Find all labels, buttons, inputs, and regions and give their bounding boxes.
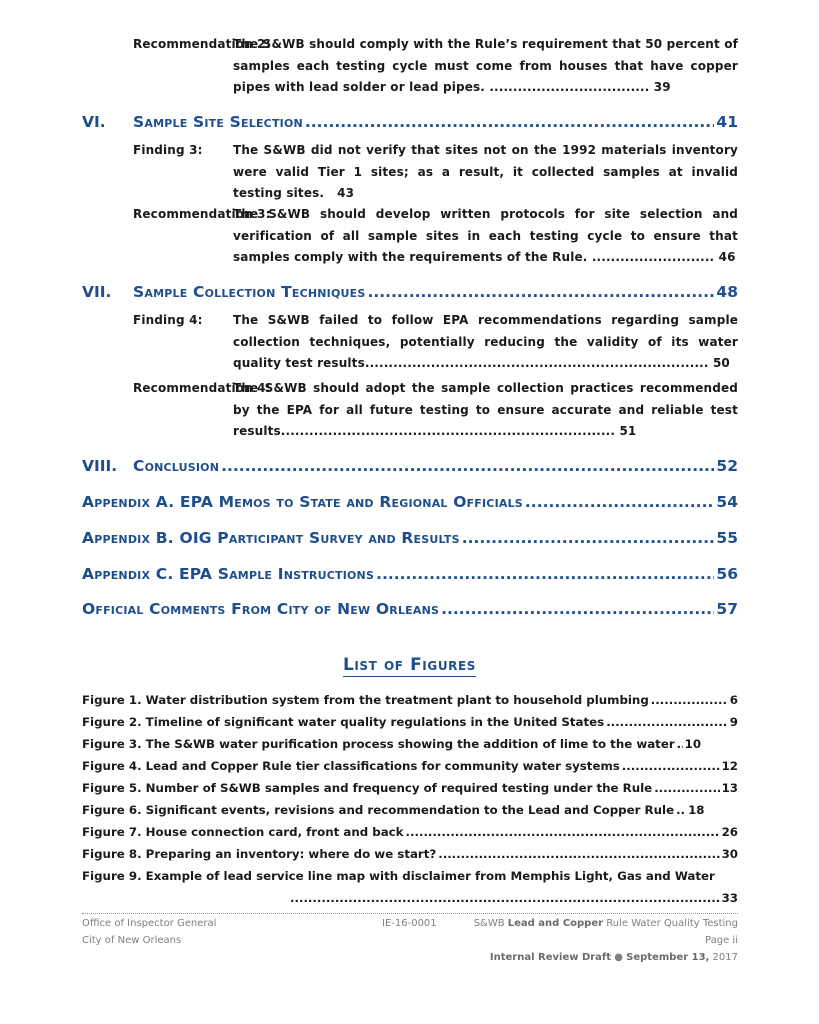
figure-caption: Figure 3. The S&WB water purification process showing the addition of lime to the water	[82, 737, 675, 751]
section-page-number: 41	[716, 113, 738, 131]
section-number: VI.	[82, 113, 106, 131]
footer-page-label: Page ii	[705, 935, 738, 946]
entry-text: The S&WB should develop written protocols for site selection and verification of all sample sites in each testing cycle to ensure that samples comply with the requirements of the Rule.	[233, 207, 738, 264]
dot-leader	[406, 822, 720, 844]
dot-leader	[441, 598, 714, 620]
footer-divider	[82, 913, 738, 914]
dot-leader	[305, 111, 715, 133]
official-comments-page-number: 57	[716, 600, 738, 618]
dot-leader	[221, 455, 714, 477]
appendix-title: Appendix C. EPA Sample Instructions	[82, 565, 375, 583]
footer-draft-year: 2017	[709, 952, 738, 963]
dot-leader	[376, 563, 714, 585]
figure-page-number: 33	[721, 890, 738, 905]
entry-label: Finding 3:	[133, 143, 203, 157]
footer-report-id: IE-16-0001	[382, 918, 437, 929]
figure-page-number: 10	[684, 737, 702, 751]
figure-list-item[interactable]	[82, 712, 738, 734]
footer-report-title-suffix: Rule Water Quality Testing	[603, 918, 738, 929]
figure-page-number: 26	[721, 825, 738, 839]
entry-text: The S&WB did not verify that sites not on the 1992 materials inventory were valid Tier 1 sites; as a result, it collected samples at invalid testing sites.	[233, 143, 738, 200]
section-page-number: 48	[716, 283, 738, 301]
figure-page-number: 9	[729, 715, 738, 729]
figure-caption: Figure 8. Preparing an inventory: where do we start?	[82, 847, 437, 861]
entry-page-number: 43	[337, 186, 355, 200]
dot-leader	[622, 756, 720, 778]
list-of-figures-heading	[0, 655, 819, 675]
figure-caption: Figure 5. Number of S&WB samples and frequency of required testing under the Rule	[82, 781, 653, 795]
footer-report-title-bold: Lead and Copper	[507, 918, 604, 929]
toc-finding-4[interactable]: Finding 4: The S&WB failed to follow EPA recommendations regarding sample collection techniques, potentially reducing the validity of its water quality test results......................................................................... 50	[133, 310, 738, 375]
footer-draft-label: Internal Review Draft	[489, 952, 612, 963]
footer-org-line-2: City of New Orleans	[82, 935, 182, 946]
figure-caption: Figure 6. Significant events, revisions and recommendation to the Lead and Copper Rule	[82, 803, 675, 817]
appendix-page-number: 54	[716, 493, 738, 511]
figure-list-item[interactable]	[82, 800, 738, 822]
figure-page-number: 30	[721, 847, 738, 861]
toc-section-viii[interactable]	[82, 455, 738, 477]
entry-text: The S&WB should comply with the Rule’s requirement that 50 percent of samples each testing cycle must come from houses that have copper pipes with lead solder or lead pipes.	[233, 37, 738, 94]
entry-text: The S&WB failed to follow EPA recommendations regarding sample collection techniques, potentially reducing the validity of its water quality test results.	[233, 313, 738, 370]
toc-section-vii[interactable]	[82, 281, 738, 303]
toc-section-vi[interactable]	[82, 111, 738, 133]
list-of-figures-title-text: List of Figures	[342, 655, 477, 675]
appendix-page-number: 55	[716, 529, 738, 547]
footer-org-line-1: Office of Inspector General	[82, 918, 217, 929]
footer-draft-separator: ●	[611, 952, 627, 963]
dot-leader	[676, 800, 686, 822]
figure-page-number: 18	[688, 803, 705, 817]
figure-list-item[interactable]	[82, 822, 738, 844]
toc-official-comments[interactable]	[82, 598, 738, 620]
dot-leader	[290, 888, 720, 910]
toc-appendix-b[interactable]	[82, 527, 738, 549]
figure-caption: Figure 9. Example of lead service line map with disclaimer from Memphis Light, Gas and Water	[82, 869, 715, 883]
figure-caption: Figure 2. Timeline of significant water quality regulations in the United States	[82, 715, 605, 729]
toc-recommendation-2[interactable]: Recommendation 2: The S&WB should comply with the Rule’s requirement that 50 percent of samples each testing cycle must come from houses that have copper pipes with lead solder or lead pipes. .................................. 39	[133, 34, 738, 99]
section-page-number: 52	[716, 457, 738, 475]
appendix-title: Appendix B. OIG Participant Survey and Results	[82, 529, 460, 547]
figure-page-number: 13	[721, 781, 738, 795]
footer-draft-line	[490, 952, 738, 963]
entry-page-number: 39	[653, 80, 671, 94]
dot-leader	[654, 778, 719, 800]
dot-leader	[438, 844, 719, 866]
figure-list-item[interactable]	[82, 756, 738, 778]
section-title: Conclusion	[133, 457, 220, 475]
section-number: VII.	[82, 283, 112, 301]
footer-report-title	[474, 918, 738, 929]
official-comments-title: Official Comments From City of New Orleans	[82, 600, 440, 618]
section-number: VIII.	[82, 457, 118, 475]
figure-list-item[interactable]	[82, 778, 738, 800]
figure-list-item[interactable]	[82, 844, 738, 866]
toc-appendix-a[interactable]	[82, 491, 738, 513]
toc-recommendation-3[interactable]: Recommendation 3: The S&WB should develop written protocols for site selection and verification of all sample sites in each testing cycle to ensure that samples comply with the requirements of the Rule. .......................... 46	[133, 204, 738, 269]
toc-recommendation-4[interactable]: Recommendation 4: The S&WB should adopt the sample collection practices recommended by the EPA for all future testing to ensure accurate and reliable test results....................................................................... 51	[133, 378, 738, 443]
appendix-page-number: 56	[716, 565, 738, 583]
entry-page-number: 50	[712, 356, 730, 370]
section-title: Sample Collection Techniques	[133, 283, 366, 301]
toc-finding-3[interactable]	[133, 140, 738, 205]
entry-text: The S&WB should adopt the sample collection practices recommended by the EPA for all future testing to ensure accurate and reliable test results.	[233, 381, 738, 438]
entry-label: Recommendation 3:	[133, 207, 271, 221]
footer-report-title-prefix: S&WB	[473, 918, 508, 929]
section-title: Sample Site Selection	[133, 113, 303, 131]
entry-page-number: 51	[619, 424, 637, 438]
toc-appendix-c[interactable]	[82, 563, 738, 585]
dot-leader	[367, 281, 714, 303]
figure-list-item[interactable]	[82, 734, 738, 756]
dot-leader	[525, 491, 715, 513]
figure-list-item[interactable]	[82, 690, 738, 712]
dot-leader	[677, 734, 683, 756]
figure-list-item[interactable]	[82, 866, 738, 909]
figure-page-number: 12	[721, 759, 738, 773]
dot-leader	[462, 527, 715, 549]
figure-caption: Figure 7. House connection card, front and back	[82, 825, 404, 839]
entry-label: Finding 4:	[133, 313, 203, 327]
dot-leader	[651, 690, 728, 712]
entry-page-number: 46	[718, 250, 736, 264]
entry-label: Recommendation 2:	[133, 37, 271, 51]
dot-leader	[606, 712, 728, 734]
footer-draft-date: September 13,	[626, 952, 710, 963]
figure-page-number: 6	[729, 693, 738, 707]
entry-label: Recommendation 4:	[133, 381, 271, 395]
figure-caption: Figure 4. Lead and Copper Rule tier classifications for community water systems	[82, 759, 620, 773]
appendix-title: Appendix A. EPA Memos to State and Regional Officials	[82, 493, 523, 511]
figure-caption: Figure 1. Water distribution system from the treatment plant to household plumbing	[82, 693, 649, 707]
